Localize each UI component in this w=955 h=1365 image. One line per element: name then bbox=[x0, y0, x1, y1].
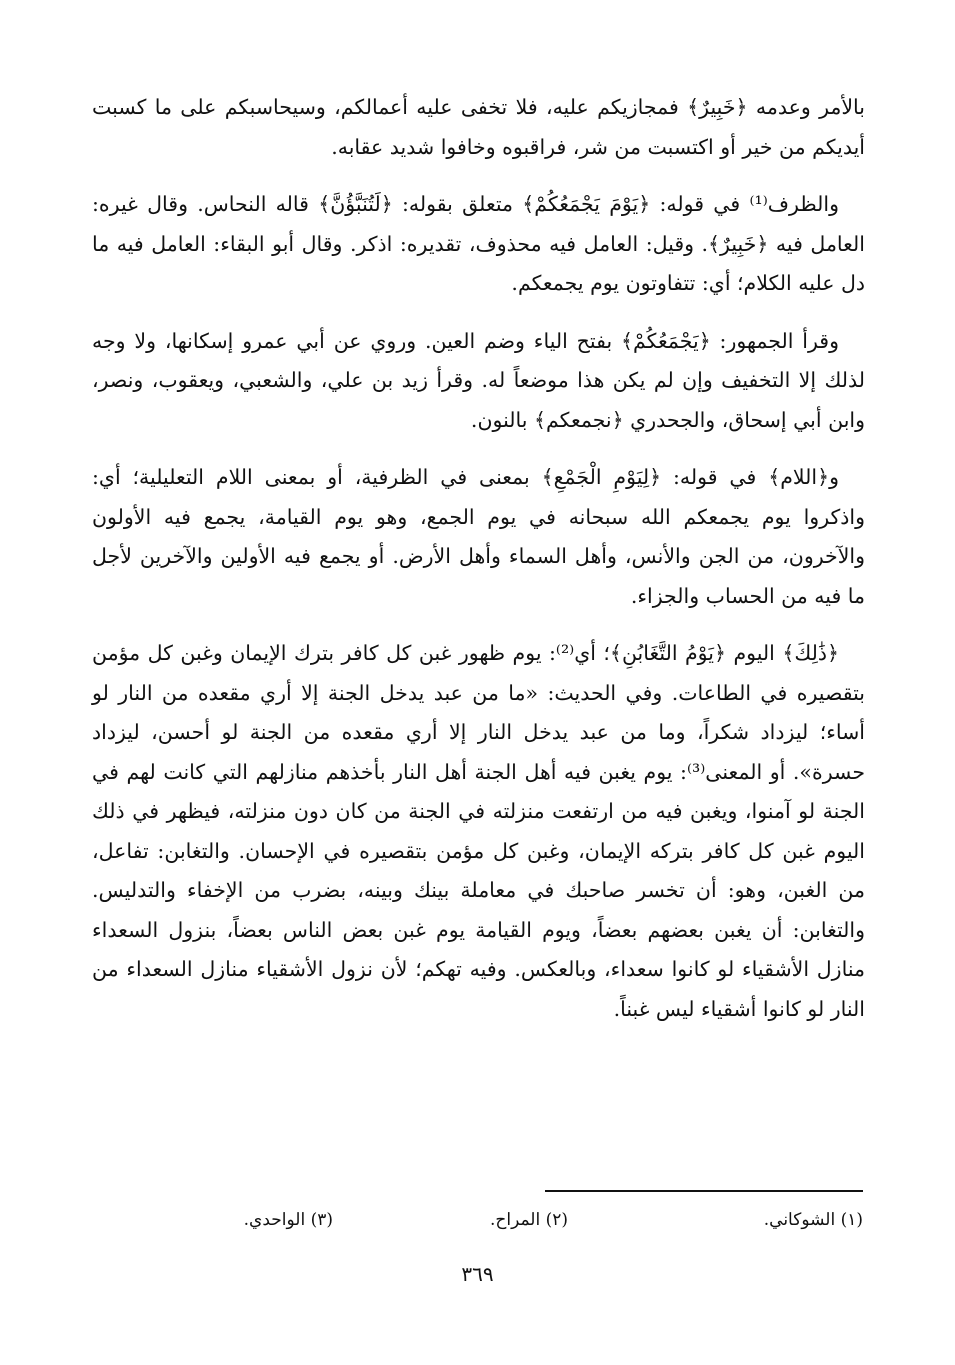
paragraph-4: و﴿اللام﴾ في قوله: ﴿لِيَوْمِ الْجَمْعِ﴾ بمعنى في الظرفية، أو بمعنى اللام التعليلية؛ أي: واذكروا يوم يجمعكم الله سبحانه في يوم الجمع، وهو يوم القيامة، يجمع فيه الأولون والآخرون، من الجن والأنس، وأهل السماء وأهل الأرض. أو يجمع فيه الأولين والآخرين لأجل ما فيه من الحساب والجزاء. bbox=[92, 465, 865, 608]
paragraph-gap bbox=[92, 304, 865, 322]
footnote-1: (١) الشوكاني. bbox=[763, 1210, 863, 1230]
paragraph-2: والظرف⁽¹⁾ في قوله: ﴿يَوْمَ يَجْمَعُكُمْ﴾ متعلق بقوله: ﴿لَتُنَبَّؤُنَّ﴾ قاله النحاس. وقال غيره: العامل فيه ﴿خَبِيرٌ﴾. وقيل: العامل فيه محذوف، تقديره: اذكر. وقال أبو البقاء: العامل فيه ما دل عليه الكلام؛ أي: تتفاوتون يوم يجمعكم. bbox=[92, 192, 865, 295]
page-number: ٣٦٩ bbox=[461, 1262, 494, 1286]
paragraph-1: بالأمر وعدمه ﴿خَبِيرٌ﴾ فمجازيكم عليه، فلا تخفى عليه أعمالكم، وسيحاسبكم على ما كسبت أيديكم من خير أو اكتسبت من شر، فراقبوه وخافوا شديد عقابه. bbox=[92, 95, 865, 159]
paragraph-5: ﴿ذَٰلِكَ﴾ اليوم ﴿يَوْمُ التَّغَابُنِ﴾؛ أي⁽²⁾: يوم ظهور غبن كل كافر بترك الإيمان وغبن كل مؤمن بتقصيره في الطاعات. وفي الحديث: «ما من عبد يدخل الجنة إلا أري مقعده من النار لو أساء؛ ليزداد شكراً، وما من عبد يدخل النار إلا أري مقعده من الجنة لو أحسن، ليزداد حسرة». أو المعنى⁽³⁾: يوم يغبن فيه أهل الجنة أهل النار بأخذهم منازلهم التي كانت لهم في الجنة لو آمنوا، ويغبن فيه من ارتفعت منزلته في الجنة من كان دون منزلته، فيظهر في ذلك اليوم غبن كل كافر بتركه الإيمان، وغبن كل مؤمن بتقصيره في الإحسان. والتغابن: تفاعل، من الغبن، وهو: أن تخسر صاحبك في معاملة بينك وبينه، بضرب من الإخفاء والتدليس. والتغابن: أن يغبن بعضهم بعضاً، ويوم القيامة يوم غبن بعض الناس بعضاً، بنزول السعداء منازل الأشقياء لو كانوا سعداء، وبالعكس. وفيه تهكم؛ لأن نزول الأشقياء منازل السعداء من النار لو كانوا أشقياء ليس غبناً. bbox=[92, 641, 865, 1021]
paragraph-gap bbox=[92, 440, 865, 458]
footnote-3: (٣) الواحدي. bbox=[243, 1210, 333, 1230]
paragraph-3: وقرأ الجمهور: ﴿يَجْمَعُكُمْ﴾ بفتح الياء وضم العين. وروي عن أبي عمرو إسكانها، ولا وجه لذلك إلا التخفيف وإن لم يكن هذا موضعاً له. وقرأ زيد بن علي، والشعبي، ويعقوب، ونصر، وابن أبي إسحاق، والجحدري ﴿نجمعكم﴾ بالنون. bbox=[92, 328, 865, 432]
footnote-divider bbox=[545, 1190, 863, 1192]
paragraph-gap bbox=[92, 616, 865, 634]
footnotes bbox=[183, 1205, 863, 1235]
page-body bbox=[92, 88, 865, 1029]
paragraph-gap bbox=[92, 167, 865, 185]
footnote-2: (٢) المراح. bbox=[489, 1210, 568, 1230]
